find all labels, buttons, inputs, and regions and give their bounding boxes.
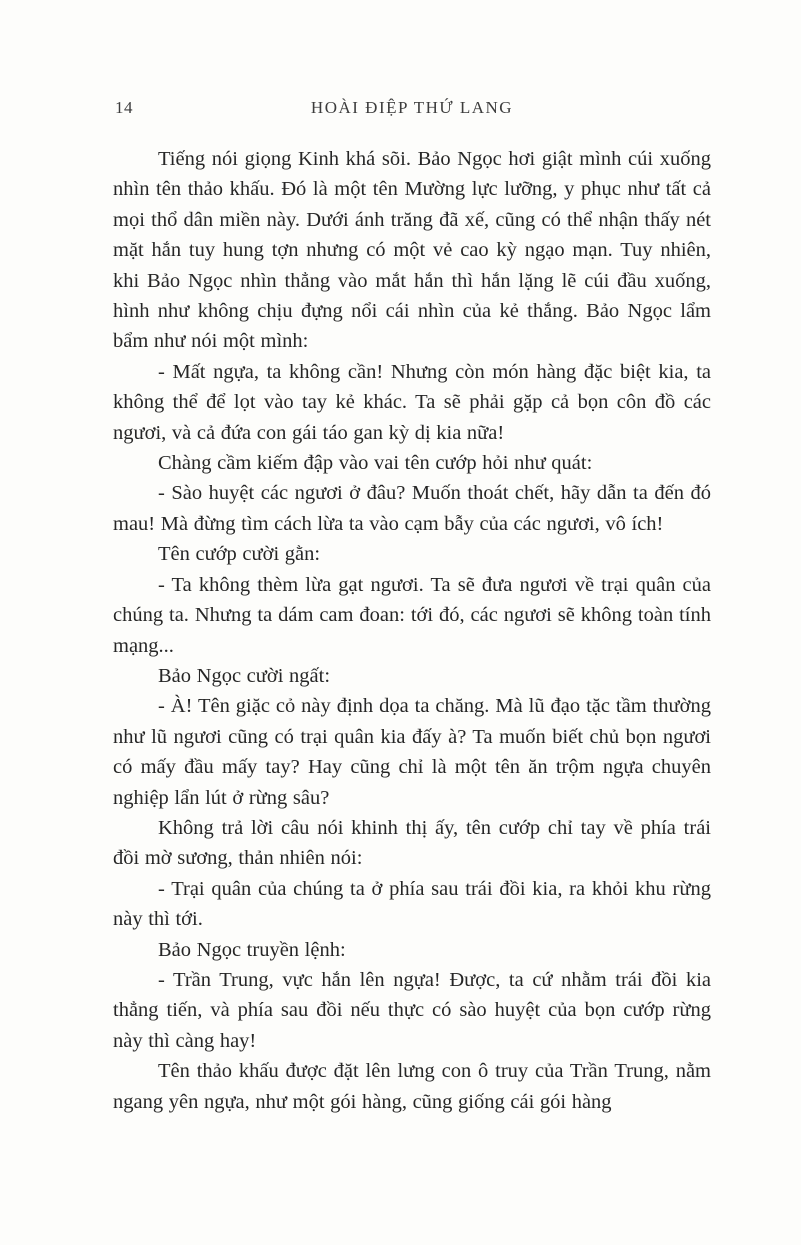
paragraph: Không trả lời câu nói khinh thị ấy, tên cướp chỉ tay về phía trái đồi mờ sương, thản nhiên nói: (113, 816, 711, 870)
paragraph: Bảo Ngọc cười ngất: (158, 664, 331, 687)
paragraph: Bảo Ngọc truyền lệnh: (158, 938, 346, 961)
paragraph: - À! Tên giặc cỏ này định dọa ta chăng. Mà lũ đạo tặc tầm thường như lũ ngươi cũng có trại quân kia đấy à? Ta muốn biết chủ bọn ngươi có mấy đầu mấy tay? Hay cũng chỉ là một tên ăn trộm ngựa chuyên nghiệp lẩn lút ở rừng sâu? (113, 695, 711, 809)
paragraph: Tên cướp cười gằn: (158, 543, 321, 566)
paragraph: - Trần Trung, vực hắn lên ngựa! Được, ta cứ nhằm trái đồi kia thẳng tiến, và phía sau đồi nếu thực có sào huyệt của bọn cướp rừng này thì càng hay! (113, 968, 711, 1052)
running-title: HOÀI ĐIỆP THỨ LANG (310, 98, 514, 117)
paragraph: - Sào huyệt các ngươi ở đâu? Muốn thoát chết, hãy dẫn ta đến đó mau! Mà đừng tìm cách lừa ta vào cạm bẫy của các ngươi, vô ích! (113, 482, 711, 535)
paragraph: Tên thảo khấu được đặt lên lưng con ô truy của Trần Trung, nằm ngang yên ngựa, như một gói hàng, cũng giống cái gói hàng (113, 1060, 711, 1113)
page-header (113, 98, 711, 122)
page-number: 14 (115, 98, 133, 117)
paragraph: - Ta không thèm lừa gạt ngươi. Ta sẽ đưa ngươi về trại quân của chúng ta. Nhưng ta dám cam đoan: tới đó, các ngươi sẽ không toàn tính mạng... (113, 573, 711, 657)
paragraph: - Mất ngựa, ta không cần! Nhưng còn món hàng đặc biệt kia, ta không thể để lọt vào tay kẻ khác. Ta sẽ phải gặp cả bọn côn đồ các ngươi, và cả đứa con gái táo gan kỳ dị kia nữa! (113, 360, 711, 444)
body-text (113, 144, 711, 1117)
paragraph: - Trại quân của chúng ta ở phía sau trái đồi kia, ra khỏi khu rừng này thì tới. (113, 877, 711, 931)
paragraph: Tiếng nói giọng Kinh khá sõi. Bảo Ngọc hơi giật mình cúi xuống nhìn tên thảo khấu. Đó là một tên Mường lực lưỡng, y phục như tất cả mọi thổ dân miền này. Dưới ánh trăng đã xế, cũng có thể nhận thấy nét mặt hắn tuy hung tợn nhưng có một vẻ cao kỳ ngạo mạn. Tuy nhiên, khi Bảo Ngọc nhìn thẳng vào mắt hắn thì hắn lặng lẽ cúi đầu xuống, hình như không chịu đựng nổi cái nhìn của kẻ thắng. Bảo Ngọc lẩm bẩm như nói một mình: (113, 148, 711, 353)
paragraph: Chàng cầm kiếm đập vào vai tên cướp hỏi như quát: (158, 452, 593, 475)
